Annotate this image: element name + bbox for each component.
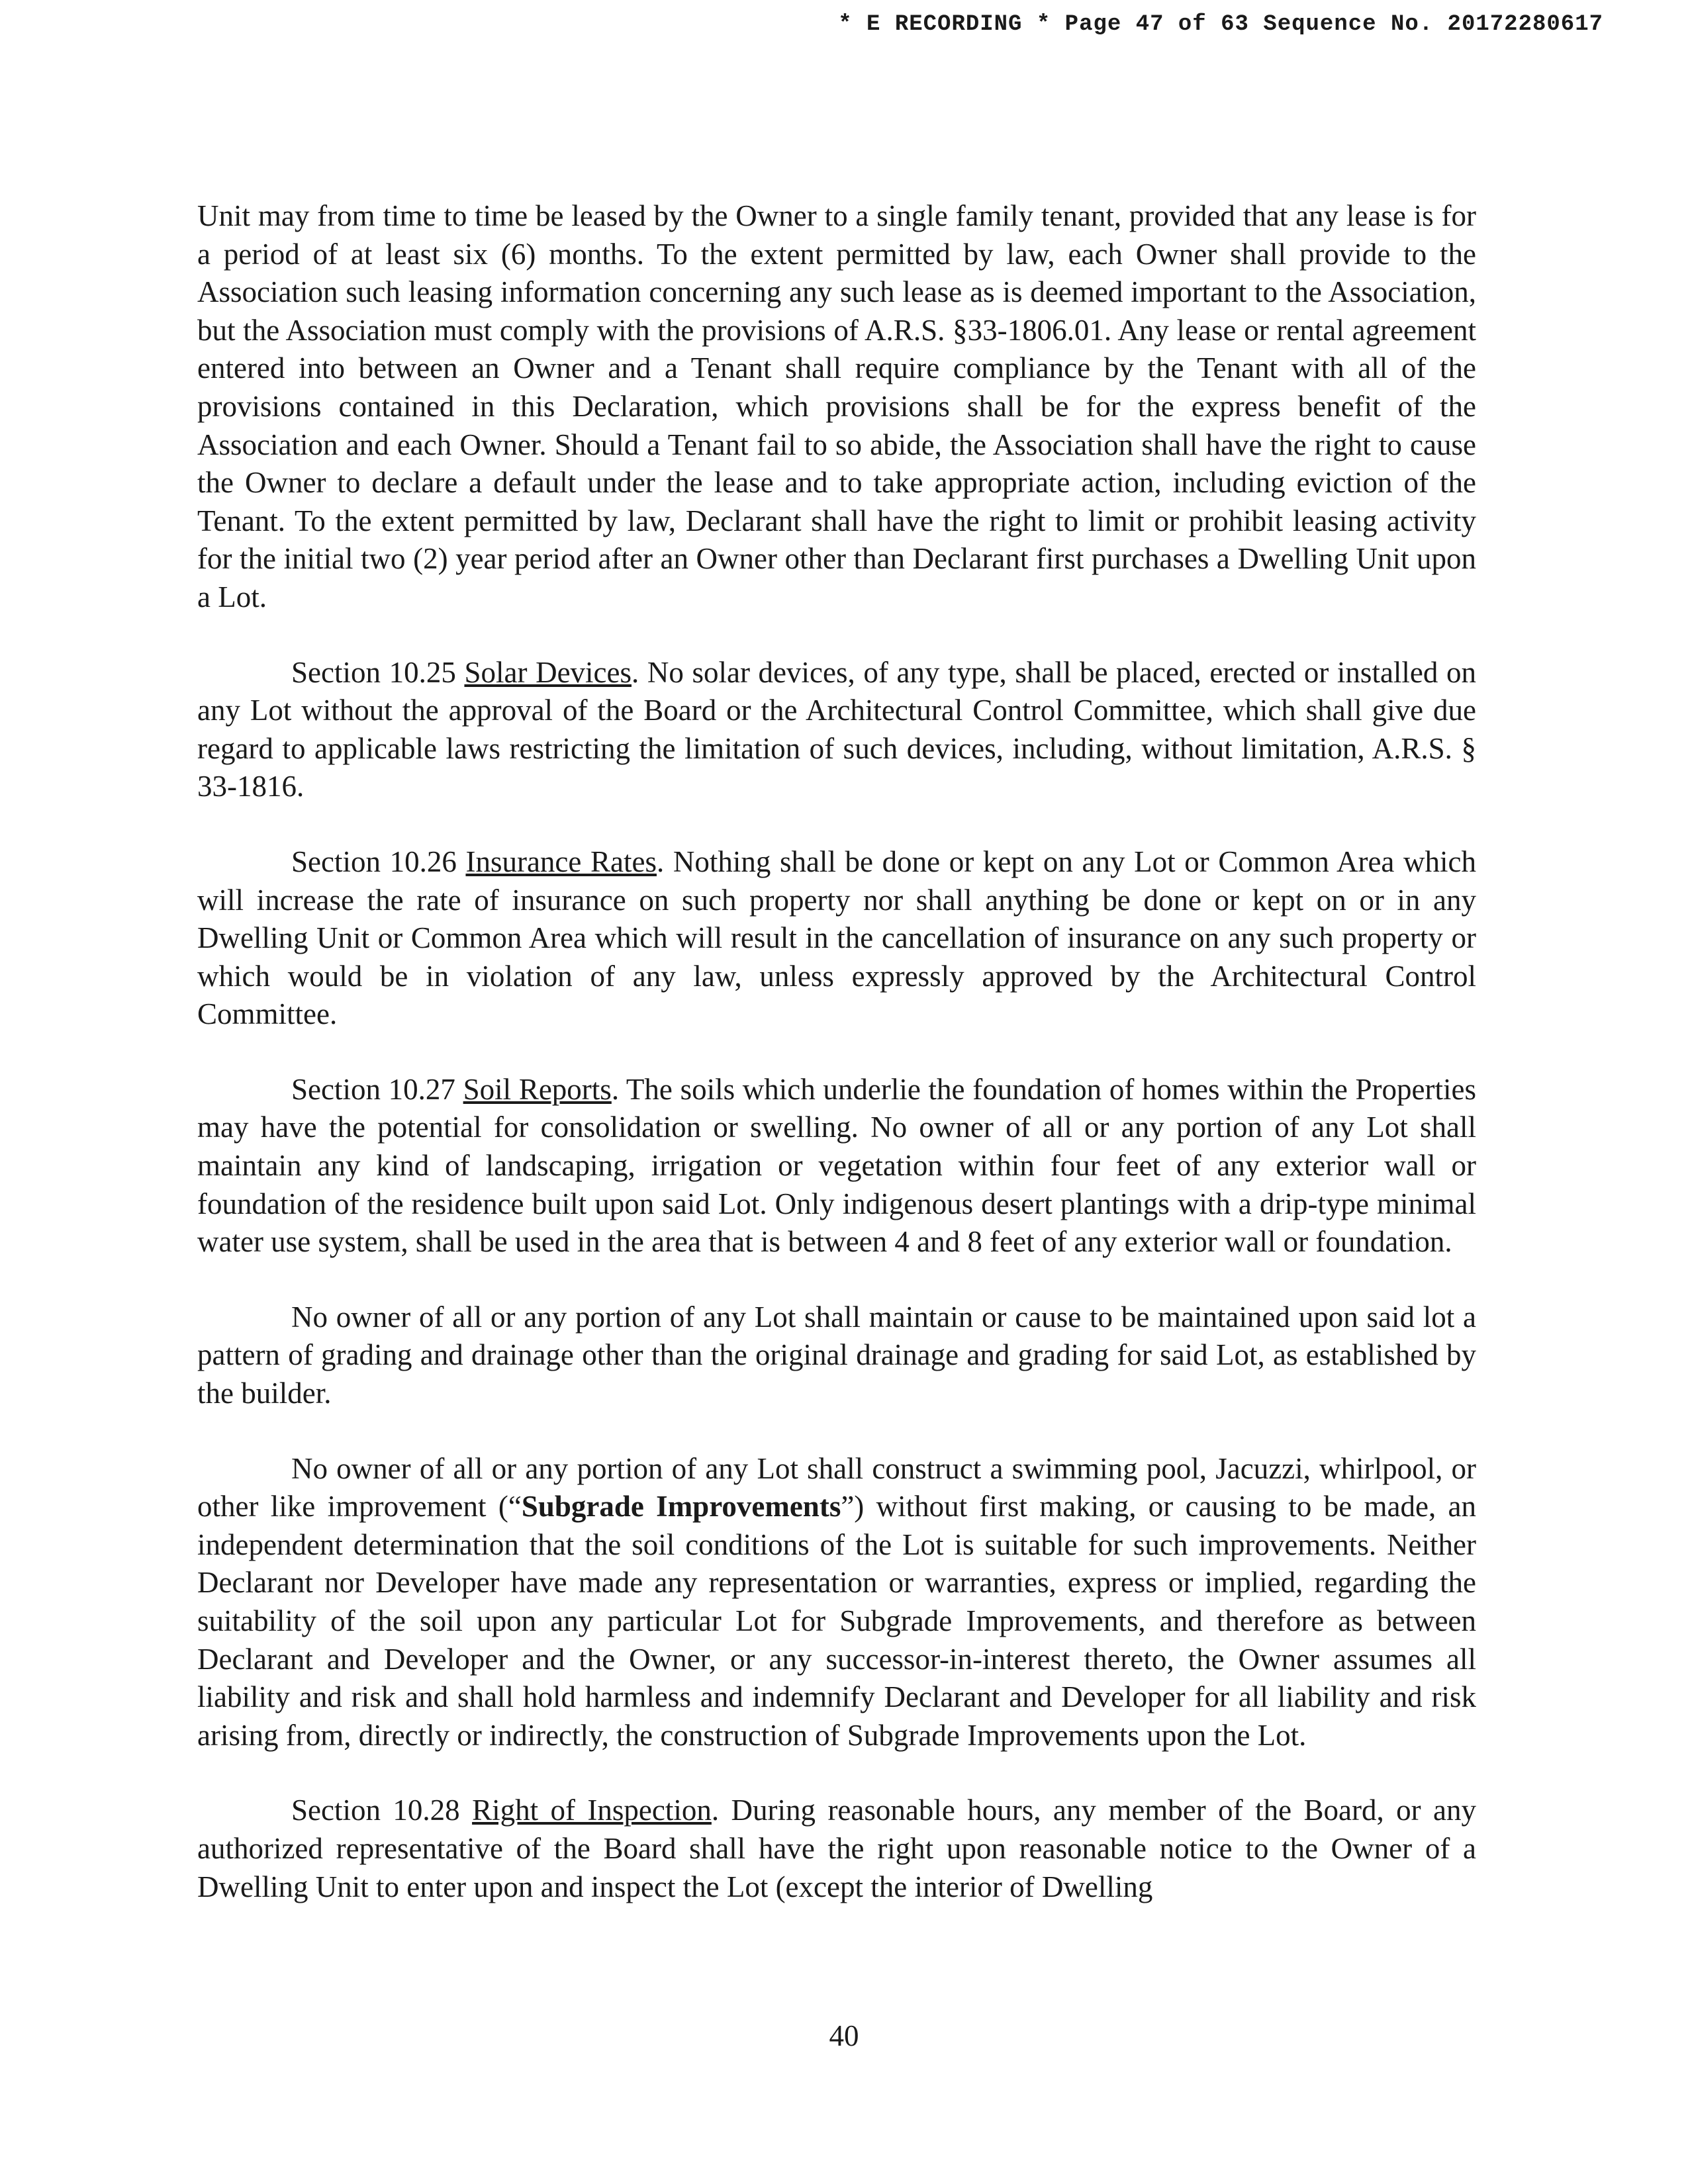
section-10-26-insurance-rates xyxy=(197,843,1476,1034)
paragraph-text: . No solar devices, of any type, shall be placed, erected or installed on any Lot without the approval of the Board or the Architectural Control Committee, which shall give due regard to applicable laws restricting the limitation of such devices, including, without limitation, A.R.S. § 33-1816. xyxy=(197,655,1477,803)
section-heading: Soil Reports xyxy=(463,1072,612,1106)
section-number: Section 10.26 xyxy=(291,844,457,878)
paragraph-text: . Nothing shall be done or kept on any Lot or Common Area which will increase the rate of insurance on such property nor shall anything be done or kept on or in any Dwelling Unit or Common Area which will result in the cancellation of insurance on any such property or which would be in violation of any law, unless expressly approved by the Architectural Control Committee. xyxy=(197,844,1476,1031)
paragraph-text: ”) without first making, or causing to be made, an independent determination that the soil conditions of the Lot is suitable for such improvements. Neither Declarant nor Developer have made any representation or warranties, express or implied, regarding the suitability of the soil upon any particular Lot for Subgrade Improvements, and therefore as between Declarant and Developer and the Owner, or any successor-in-interest thereto, the Owner assumes all liability and risk and shall hold harmless and indemnify Declarant and Developer for all liability and risk arising from, directly or indirectly, the construction of Subgrade Improvements upon the Lot. xyxy=(197,1490,1476,1752)
section-heading: Right of Inspection xyxy=(472,1794,712,1827)
defined-term: Subgrade Improvements xyxy=(521,1490,841,1524)
paragraph-text: No owner of all or any portion of any Lot shall maintain or cause to be maintained upon said lot a pattern of grading and drainage other than the original drainage and grading for said Lot, as established by the builder. xyxy=(197,1300,1476,1410)
section-number: Section 10.28 xyxy=(291,1794,460,1827)
section-number: Section 10.25 xyxy=(291,655,456,689)
paragraph-text: . The soils which underlie the foundation of homes within the Properties may have the potential for consolidation or swelling. No owner of all or any portion of any Lot shall maintain any kind of landscaping, irrigation or vegetation within four feet of any exterior wall or foundation of the residence built upon said Lot. Only indigenous desert plantings with a drip-type minimal water use system, shall be used in the area that is between 4 and 8 feet of any exterior wall or foundation. xyxy=(197,1072,1476,1259)
paragraph-grading-drainage xyxy=(197,1298,1476,1413)
section-10-27-soil-reports xyxy=(197,1071,1476,1261)
section-heading: Solar Devices xyxy=(464,655,632,689)
document-body xyxy=(197,197,1476,1943)
section-number: Section 10.27 xyxy=(291,1072,455,1106)
page-number: 40 xyxy=(829,2019,859,2052)
section-10-25-solar-devices xyxy=(197,654,1476,806)
paragraph-subgrade-improvements xyxy=(197,1450,1476,1755)
recording-header: * E RECORDING * Page 47 of 63 Sequence No. 20172280617 xyxy=(838,12,1603,37)
paragraph-text: . During reasonable hours, any member of the Board, or any authorized representative of the Board shall have the right upon reasonable notice to the Owner of a Dwelling Unit to enter upon and inspect the Lot (except the interior of Dwelling xyxy=(197,1794,1476,1903)
section-heading: Insurance Rates xyxy=(465,844,657,878)
paragraph-text: Unit may from time to time be leased by the Owner to a single family tenant, provided that any lease is for a period of at least six (6) months. To the extent permitted by law, each Owner shall provide to the Association such leasing information concerning any such lease as is deemed important to the Association, but the Association must comply with the provisions of A.R.S. §33-1806.01. Any lease or rental agreement entered into between an Owner and a Tenant shall require compliance by the Tenant with all of the provisions contained in this Declaration, which provisions shall be for the express benefit of the Association and each Owner. Should a Tenant fail to so abide, the Association shall have the right to cause the Owner to declare a default under the lease and to take appropriate action, including eviction of the Tenant. To the extent permitted by law, Declarant shall have the right to limit or prohibit leasing activity for the initial two (2) year period after an Owner other than Declarant first purchases a Dwelling Unit upon a Lot. xyxy=(197,199,1476,614)
paragraph-leasing-continued xyxy=(197,197,1476,617)
paragraph-text: No owner of all or any portion of any Lot shall construct a swimming pool, Jacuzzi, whirlpool, or other like improvement (“ xyxy=(197,1451,1476,1524)
section-10-28-right-of-inspection xyxy=(197,1792,1476,1906)
